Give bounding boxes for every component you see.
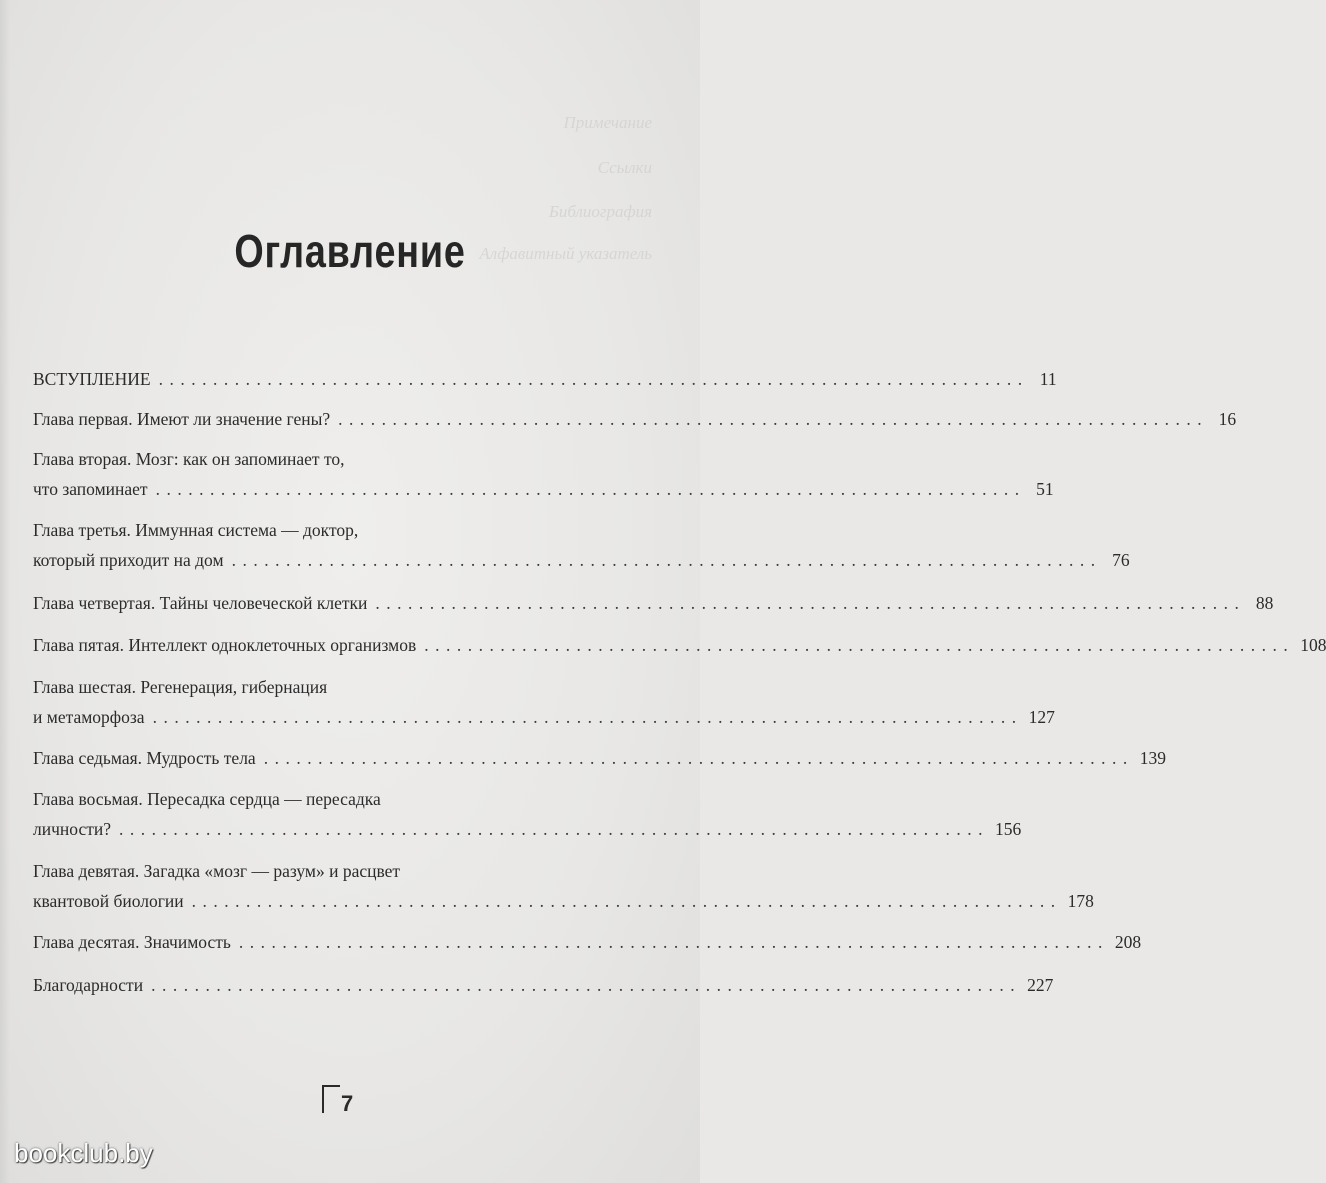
toc-entry xyxy=(33,364,1057,394)
toc-leader-dots: ................................................................................ xyxy=(263,748,1134,768)
toc-page-number: 76 xyxy=(1112,550,1130,570)
toc-page-number: 208 xyxy=(1114,932,1142,952)
bleed-through-text: Алфавитный указатель xyxy=(479,244,652,263)
toc-entry xyxy=(33,970,1054,1000)
toc-page-number: 51 xyxy=(1036,479,1054,499)
page-edge-shadow xyxy=(0,0,10,1183)
toc-leader-dots: ................................................................................ xyxy=(424,635,1295,655)
toc-page-number: 127 xyxy=(1028,707,1055,727)
toc-entry-title: Глава вторая. Мозг: как он запоминает то, xyxy=(33,449,345,469)
toc-entry xyxy=(33,444,1054,504)
toc-entry-title: Глава третья. Иммунная система — доктор, xyxy=(33,520,359,540)
toc-page-number: 139 xyxy=(1139,748,1166,768)
toc-leader-dots: ................................................................................ xyxy=(158,369,1029,389)
toc-entry-title: Благодарности xyxy=(33,975,144,995)
toc-entry xyxy=(33,927,1142,957)
toc-leader-dots: ................................................................................ xyxy=(191,891,1062,911)
bleed-through-text: Библиография xyxy=(548,202,652,221)
toc-entry-title-continued: который приходит на дом xyxy=(33,550,224,570)
page-number-folio xyxy=(322,1085,362,1119)
toc-entry-title: Глава восьмая. Пересадка сердца — пересадка xyxy=(33,789,381,809)
toc-entry-title: Глава девятая. Загадка «мозг — разум» и расцвет xyxy=(33,861,401,881)
toc-page-number: 16 xyxy=(1218,409,1237,429)
folio-number: 7 xyxy=(341,1091,354,1116)
toc-leader-dots: ................................................................................ xyxy=(119,819,989,839)
toc-leader-dots: ................................................................................ xyxy=(151,975,1022,995)
toc-leader-dots: ................................................................................ xyxy=(231,550,1102,570)
toc-entry xyxy=(33,672,1055,732)
folio-bracket-icon xyxy=(322,1085,340,1113)
toc-leader-dots: ................................................................................ xyxy=(152,707,1023,727)
toc-entry xyxy=(33,588,1274,618)
toc-page-number: 227 xyxy=(1027,975,1054,995)
toc-entry xyxy=(33,856,1094,916)
toc-leader-dots: ................................................................................ xyxy=(155,479,1026,499)
bleed-through-text: Примечание xyxy=(563,113,652,132)
toc-leader-dots: ................................................................................ xyxy=(375,593,1246,613)
toc-entry-title: Глава седьмая. Мудрость тела xyxy=(33,748,256,768)
toc-entry xyxy=(33,404,1237,434)
toc-entry-title-continued: и метаморфоза xyxy=(33,707,145,727)
toc-entry-title-continued: квантовой биологии xyxy=(33,891,184,911)
toc-page-number: 178 xyxy=(1067,891,1094,911)
toc-entry xyxy=(33,743,1166,773)
toc-entry xyxy=(33,630,1326,660)
watermark: bookclub.by xyxy=(14,1138,153,1168)
toc-entry xyxy=(33,515,1130,575)
toc-page-number: 88 xyxy=(1255,593,1274,613)
toc-page-number: 108 xyxy=(1300,635,1326,655)
toc-entry-title: Глава четвертая. Тайны человеческой клетки xyxy=(33,593,368,613)
toc-entry-title-continued: личности? xyxy=(33,819,111,839)
toc-leader-dots: ................................................................................ xyxy=(338,409,1209,429)
toc-entry-title-continued: что запоминает xyxy=(33,479,148,499)
toc-page-number: 11 xyxy=(1039,369,1057,389)
toc-entry-title: ВСТУПЛЕНИЕ xyxy=(33,369,151,389)
toc-entry-title: Глава шестая. Регенерация, гибернация xyxy=(33,677,328,697)
toc-entry-title: Глава десятая. Значимость xyxy=(33,932,231,952)
toc-entry-title: Глава пятая. Интеллект одноклеточных организмов xyxy=(33,635,417,655)
toc-entry-title: Глава первая. Имеют ли значение гены? xyxy=(33,409,331,429)
table-of-contents xyxy=(33,364,1326,1000)
toc-leader-dots: ................................................................................ xyxy=(238,932,1109,952)
page-title: Оглавление xyxy=(234,225,466,277)
toc-entry xyxy=(33,784,1022,844)
toc-page-number: 156 xyxy=(995,819,1022,839)
bleed-through-text: Ссылки xyxy=(597,158,652,177)
